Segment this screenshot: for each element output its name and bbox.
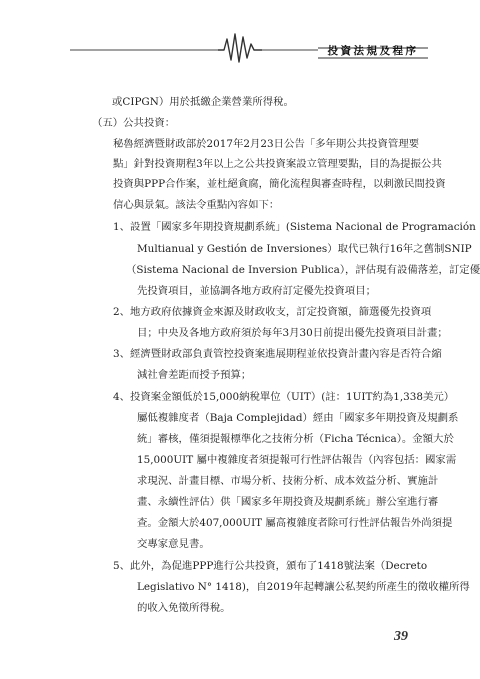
list-item-1: 1、設置「國家多年期投資規劃系統」(Sistema Nacional de Programación: [113, 221, 476, 233]
list-item-4-line: 畫、永續性評估）供「國家多年期投資及規劃系統」辦公室進行審: [137, 496, 439, 508]
list-item-5: 5、此外，為促進PPP進行公共投資，頒布了1418號法案（Decreto: [113, 560, 428, 572]
list-item-4-line: 統」審核，僅須提報標準化之技術分析（Ficha Técnica）。金額大於: [137, 433, 454, 445]
list-item-4-line: 求現況、計畫目標、市場分析、技術分析、成本效益分析、實施計: [137, 475, 439, 487]
page-number: 39: [394, 629, 408, 644]
body-line: 投資與PPP合作案，並杜絕貪腐，簡化流程與審查時程，以刺激民間投資: [113, 178, 446, 190]
running-header: [0, 0, 480, 70]
list-item-4: 4、投資案金額低於15,000納稅單位（UIT）(註：1UIT約為1,338美元）: [113, 391, 455, 403]
body-line: 信心與景氣。該法令重點內容如下：: [113, 199, 280, 211]
list-item-4-line: 15,000UIT 屬中複雜度者須提報可行性評估報告（內容包括：國家需: [137, 454, 457, 466]
list-item-1-line: （Sistema Nacional de Inversion Publica），評估現有設備落差，訂定優: [126, 264, 480, 276]
list-item-3: 3、經濟暨財政部負責管控投資案進展期程並依投資計畫內容是否符合縮: [113, 348, 442, 360]
header-heartbeat-rule: [0, 0, 480, 70]
body-line: 點」針對投資期程3年以上之公共投資案設立管理要點，目的為提振公共: [113, 158, 442, 170]
list-item-1-line: 先投資項目，並協調各地方政府訂定優先投資項目；: [137, 285, 376, 297]
list-item-5-line: 的收入免徵所得稅。: [137, 602, 231, 614]
list-item-4-line: 交專家意見書。: [137, 538, 210, 550]
list-item-4-line: 查。金額大於407,000UIT 屬高複雜度者除可行性評估報告外尚須提: [137, 517, 453, 529]
section-heading-public-investment: （五）公共投資：: [92, 117, 176, 129]
list-item-2-line: 目；中央及各地方政府須於每年3月30日前提出優先投資項目計畫；: [137, 327, 448, 339]
header-title: 投資法規及程序: [327, 45, 419, 57]
list-item-4-line: 屬低複雜度者（Baja Complejidad）經由「國家多年期投資及規劃系: [137, 412, 459, 424]
list-item-3-line: 減社會差距而授予預算；: [137, 369, 252, 381]
body-line: 秘魯經濟暨財政部於2017年2月23日公告「多年期公共投資管理要: [113, 138, 420, 150]
list-item-5-line: Legislativo N° 1418)，自2019年起轉讓公私契約所產生的徵收權所得: [137, 581, 470, 593]
list-item-1-line: Multianual y Gestión de Inversiones）取代已執行16年之舊制SNIP: [137, 243, 472, 255]
list-item-2: 2、地方政府依據資金來源及財政收支，訂定投資額，篩選優先投資項: [113, 306, 432, 318]
body-line: 或CIPGN）用於抵繳企業營業所得稅。: [112, 96, 294, 108]
